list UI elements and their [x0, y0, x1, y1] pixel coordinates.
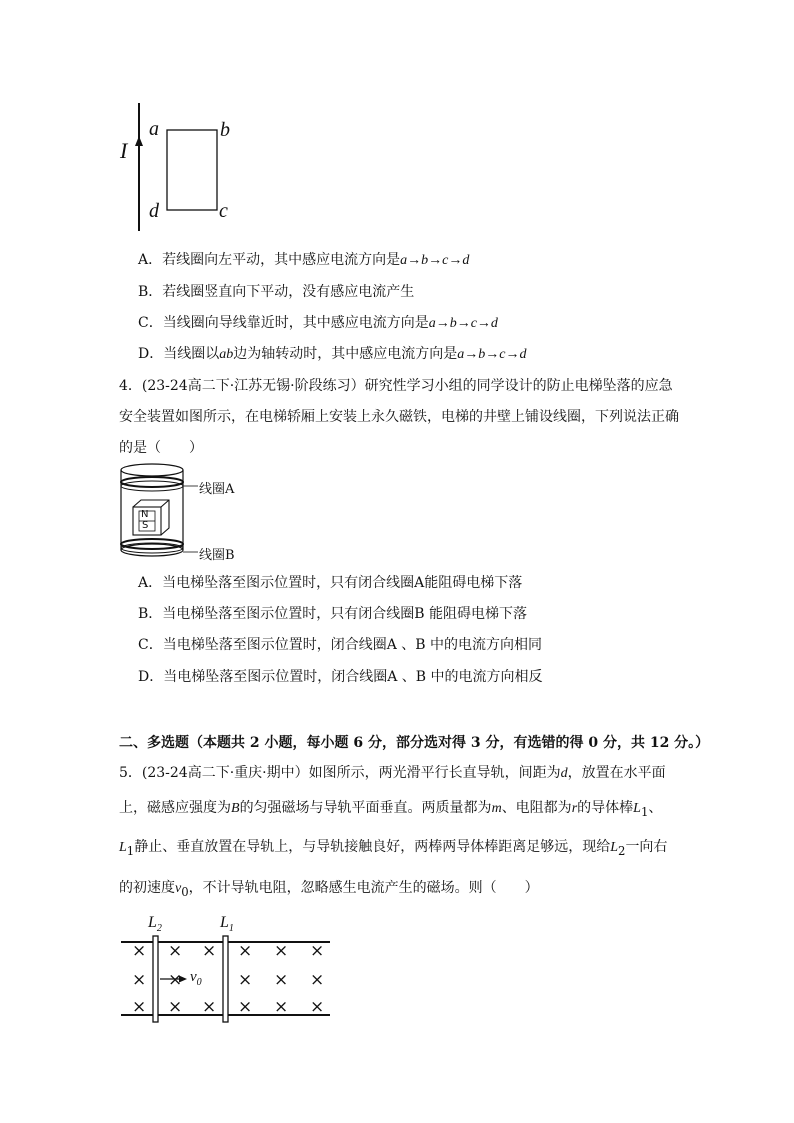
- q3-option-d: [138, 343, 794, 363]
- field-cross-icon: ×: [202, 997, 217, 1017]
- label-l2: $L_2$: [148, 914, 162, 935]
- option-letter: D．: [138, 346, 164, 362]
- figure-wire-coil: [115, 98, 245, 238]
- variable-b: B: [231, 801, 240, 816]
- label-a: a: [149, 118, 159, 140]
- q4-option-b: B．当电梯坠落至图示位置时，只有闭合线圈B 能阻碍电梯下落: [138, 606, 528, 622]
- field-cross-icon: ×: [202, 941, 217, 961]
- option-text: 若线圈竖直向下平动，没有感应电流产生: [162, 284, 415, 300]
- field-cross-icon: ×: [274, 970, 289, 990]
- field-cross-icon: ×: [132, 941, 147, 961]
- variable-r: r: [571, 801, 578, 816]
- option-letter: A．: [138, 252, 163, 268]
- figure-rails-field: [118, 912, 338, 1027]
- q4-stem-line-3: 的是（ ）: [119, 440, 203, 456]
- option-text: 当线圈向导线靠近时，其中感应电流方向是: [162, 315, 429, 331]
- rod-l2: [153, 936, 158, 1022]
- field-cross-icon: ×: [168, 997, 183, 1017]
- q4-stem-line-1: 4．(23-24高二下·江苏无锡·阶段练习）研究性学习小组的同学设计的防止电梯坠落的应急: [119, 378, 673, 394]
- option-letter: C．: [138, 315, 163, 331]
- option-variable: ab: [219, 347, 234, 362]
- field-cross-icon: ×: [238, 941, 253, 961]
- shaft-top-ellipse: [121, 464, 183, 476]
- label-v0: $v_0$: [190, 969, 202, 988]
- rectangular-coil: [167, 130, 217, 210]
- q4-option-d: D．当电梯坠落至图示位置时，闭合线圈A 、B 中的电流方向相反: [138, 669, 543, 685]
- option-sequence: a→b→c→d: [400, 253, 470, 268]
- q3-option-c: [138, 312, 794, 332]
- field-cross-icon: ×: [310, 997, 325, 1017]
- q5-stem-line-4: 的初速度$v_0$，不计导轨电阻，忽略感生电流产生的磁场。则（ ）: [119, 880, 539, 899]
- variable-l1: L: [633, 801, 641, 816]
- option-text: 当线圈以: [163, 346, 220, 362]
- q3-option-b: [138, 281, 794, 301]
- label-l1: $L_1$: [220, 914, 234, 935]
- variable-l2: L: [610, 840, 619, 855]
- option-sequence: a→b→c→d: [428, 316, 498, 331]
- field-cross-icon: ×: [132, 970, 147, 990]
- elevator-shaft-diagram: [115, 460, 265, 565]
- option-text: 若线圈向左平动，其中感应电流方向是: [162, 252, 401, 268]
- variable-d: d: [560, 766, 568, 781]
- label-b: b: [220, 119, 230, 141]
- field-cross-icon: ×: [168, 941, 183, 961]
- label-d: d: [149, 200, 159, 222]
- option-sequence: a→b→c→d: [457, 347, 527, 362]
- q5-stem-line-2: 上，磁感应强度为B的匀强磁场与导轨平面垂直。两质量都为m、电阻都为r的导体棒$L_1$、: [119, 800, 663, 819]
- current-arrow-icon: [135, 136, 143, 146]
- field-cross-icon: ×: [274, 941, 289, 961]
- q4-option-c: C．当电梯坠落至图示位置时，闭合线圈A 、B 中的电流方向相同: [138, 637, 543, 653]
- field-cross-icon: ×: [132, 997, 147, 1017]
- rod-l1: [223, 936, 228, 1022]
- q4-stem-line-2: 安全装置如图所示，在电梯轿厢上安装上永久磁铁，电梯的井壁上铺设线圈，下列说法正确: [119, 409, 679, 425]
- variable-l1: L: [119, 840, 127, 855]
- coil-b-label: 线圈B: [199, 548, 235, 563]
- field-cross-icon: ×: [238, 970, 253, 990]
- magnet-s-label: S: [142, 520, 149, 531]
- field-cross-icon: ×: [168, 970, 183, 990]
- section-2-heading: 二、多选题（本题共 2 小题，每小题 6 分，部分选对得 3 分，有选错的得 0 分，共 12 分。）: [119, 735, 710, 751]
- field-cross-icon: ×: [310, 941, 325, 961]
- coil-a-label: 线圈A: [199, 482, 235, 497]
- q5-stem-line-3: $L_1$静止、垂直放置在导轨上，与导轨接触良好，两棒两导体棒距离足够远，现给$L_2$一向右: [119, 839, 668, 858]
- label-c: c: [219, 200, 228, 222]
- q5-stem-line-1: 5．(23-24高二下·重庆·期中）如图所示，两光滑平行长直导轨，间距为d，放置在水平面: [119, 765, 666, 781]
- q3-option-a: [138, 249, 794, 269]
- label-current: I: [120, 138, 128, 163]
- figure-elevator-shaft: [115, 460, 265, 565]
- variable-v: v: [175, 881, 182, 896]
- field-cross-icon: ×: [274, 997, 289, 1017]
- field-cross-icon: ×: [310, 970, 325, 990]
- option-letter: B．: [138, 284, 163, 300]
- magnet-n-label: N: [141, 509, 149, 520]
- variable-m: m: [491, 801, 502, 816]
- field-cross-icon: ×: [238, 997, 253, 1017]
- q4-option-a: A．当电梯坠落至图示位置时，只有闭合线圈A能阻碍电梯下落: [138, 575, 523, 591]
- option-text: 边为轴转动时，其中感应电流方向是: [233, 346, 458, 362]
